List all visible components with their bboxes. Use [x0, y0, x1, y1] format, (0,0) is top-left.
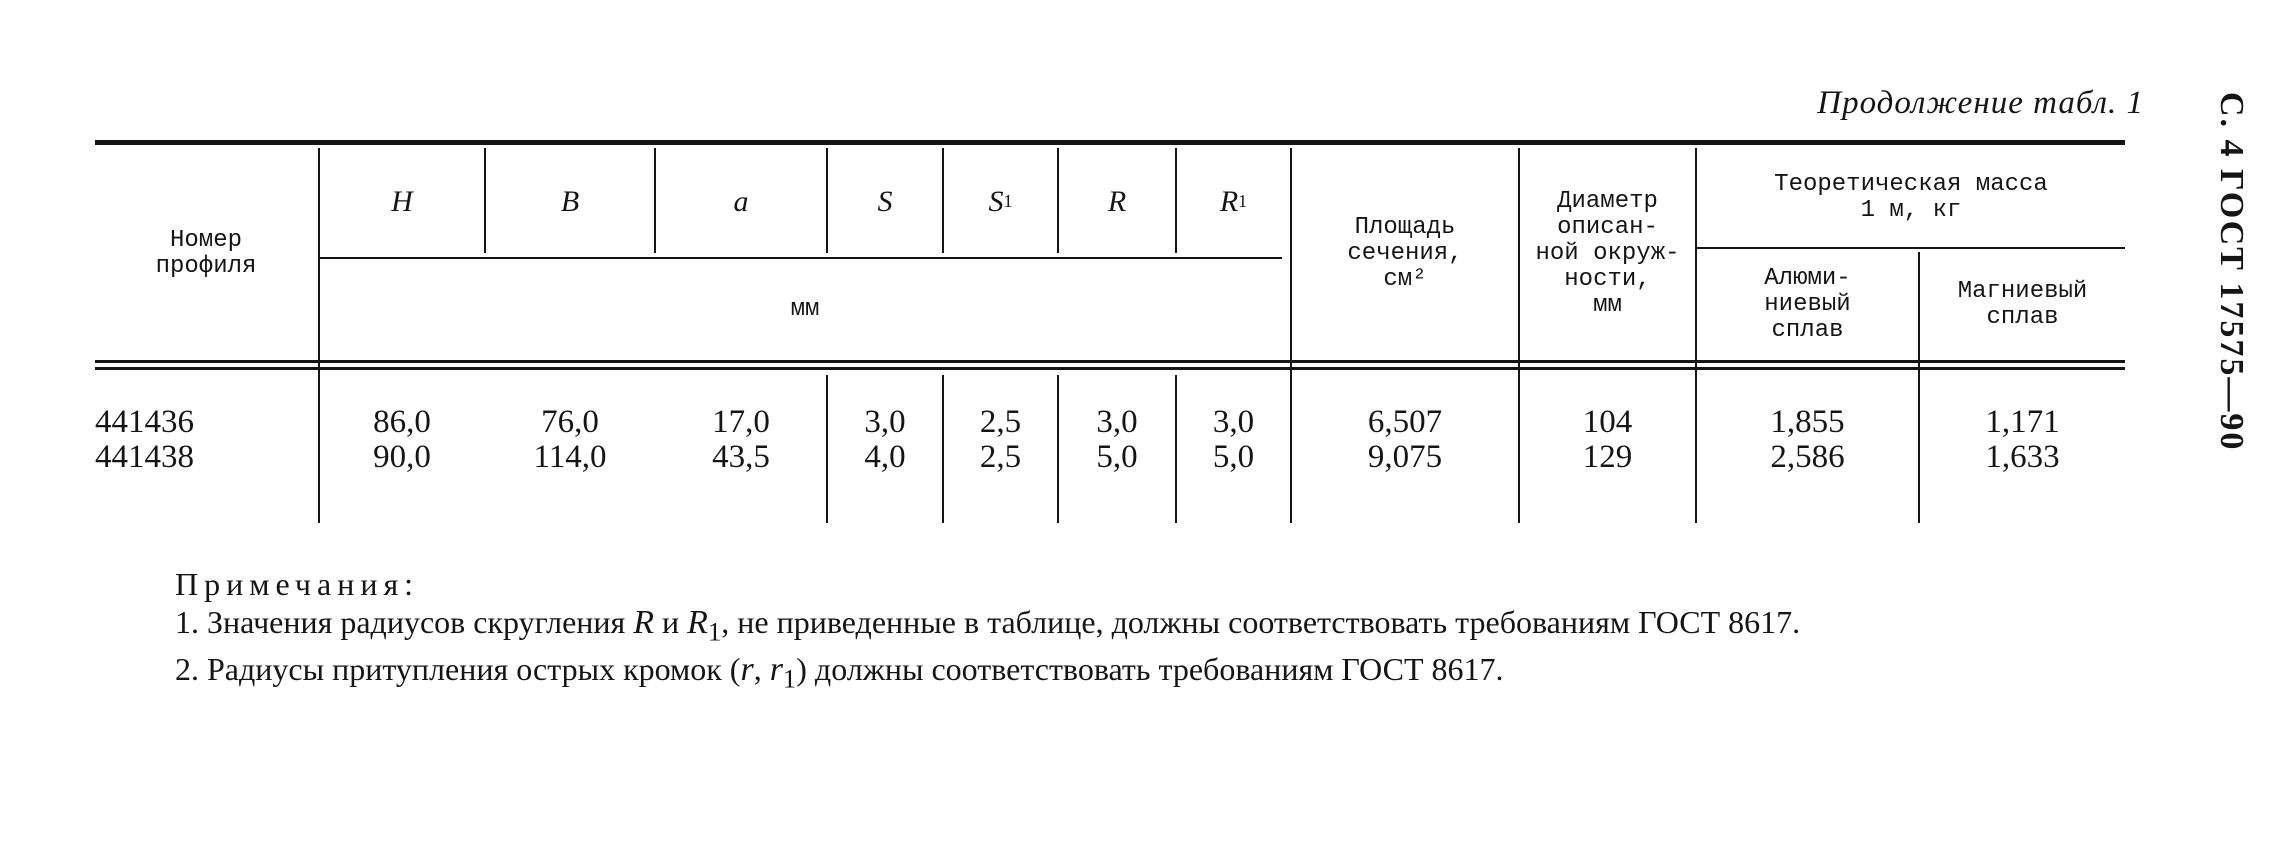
table-continuation-caption: Продолжение табл. 1	[1817, 85, 2144, 121]
cell-a: 17,0	[712, 404, 770, 440]
header-rule-top	[95, 360, 2125, 363]
cell-magnesium-mass: 1,171	[1985, 404, 2060, 440]
page-header-standard-number: С. 4 ГОСТ 17575—90	[2213, 92, 2250, 452]
header-theoretical-mass: Теоретическая масса 1 м, кг	[1774, 170, 2048, 224]
header-magnesium-alloy: Магниевый сплав	[1957, 278, 2088, 331]
cell-profile-number: 441436	[95, 404, 194, 440]
cell-S1: 2,5	[979, 439, 1022, 475]
table-top-rule	[95, 140, 2125, 145]
cell-B: 114,0	[533, 439, 607, 475]
cell-aluminium-mass: 1,855	[1770, 404, 1845, 440]
note-2: 2. Радиусы притупления острых кромок (r, $r_1$) должны соответствовать требованиям ГОСТ 8617.	[175, 651, 1504, 694]
cell-R: 5,0	[1096, 439, 1138, 475]
cell-diameter: 104	[1582, 404, 1633, 440]
header-symbol-a: a	[733, 184, 749, 218]
cell-R1: 5,0	[1212, 439, 1255, 475]
header-unit-mm: мм	[790, 296, 820, 324]
cell-H: 90,0	[373, 439, 431, 475]
cell-R: 3,0	[1096, 404, 1138, 440]
symbols-unit-divider	[320, 257, 1282, 259]
cell-S: 3,0	[864, 404, 906, 440]
header-cross-section-area: Площадь сечения, см²	[1347, 214, 1463, 293]
notes-heading: Примечания:	[175, 566, 420, 602]
header-symbol-H: H	[391, 184, 413, 218]
cell-magnesium-mass: 1,633	[1985, 439, 2060, 475]
header-profile-number: Номер профиля	[155, 227, 257, 280]
cell-aluminium-mass: 2,586	[1770, 439, 1845, 475]
table-notes	[95, 565, 2135, 698]
cell-profile-number: 441438	[95, 439, 194, 475]
header-symbol-R1: R 1	[1219, 184, 1248, 218]
header-rule-bottom	[95, 367, 2125, 370]
cell-S1: 2,5	[979, 404, 1022, 440]
header-circumscribed-diameter: Диаметр описан- ной окруж- ности, мм	[1535, 188, 1680, 319]
cell-diameter: 129	[1582, 439, 1633, 475]
header-symbol-B: B	[560, 184, 580, 218]
cell-area: 6,507	[1367, 404, 1443, 440]
cell-B: 76,0	[541, 404, 599, 440]
cell-H: 86,0	[373, 404, 431, 440]
note-1: 1. Значения радиусов скругления R и $R_1$, не приведенные в таблице, должны соответствовать требованиям ГОСТ 8617.	[175, 604, 1801, 647]
header-symbol-R: R	[1107, 184, 1127, 218]
cell-R1: 3,0	[1212, 404, 1255, 440]
cell-a: 43,5	[712, 439, 770, 475]
cell-S: 4,0	[864, 439, 906, 475]
cell-area: 9,075	[1367, 439, 1443, 475]
header-aluminium-alloy: Алюми- ниевый сплав	[1764, 265, 1851, 344]
header-symbol-S1: S 1	[988, 184, 1013, 218]
header-symbol-S: S	[877, 184, 893, 218]
mass-subheader-divider	[1695, 247, 2125, 249]
